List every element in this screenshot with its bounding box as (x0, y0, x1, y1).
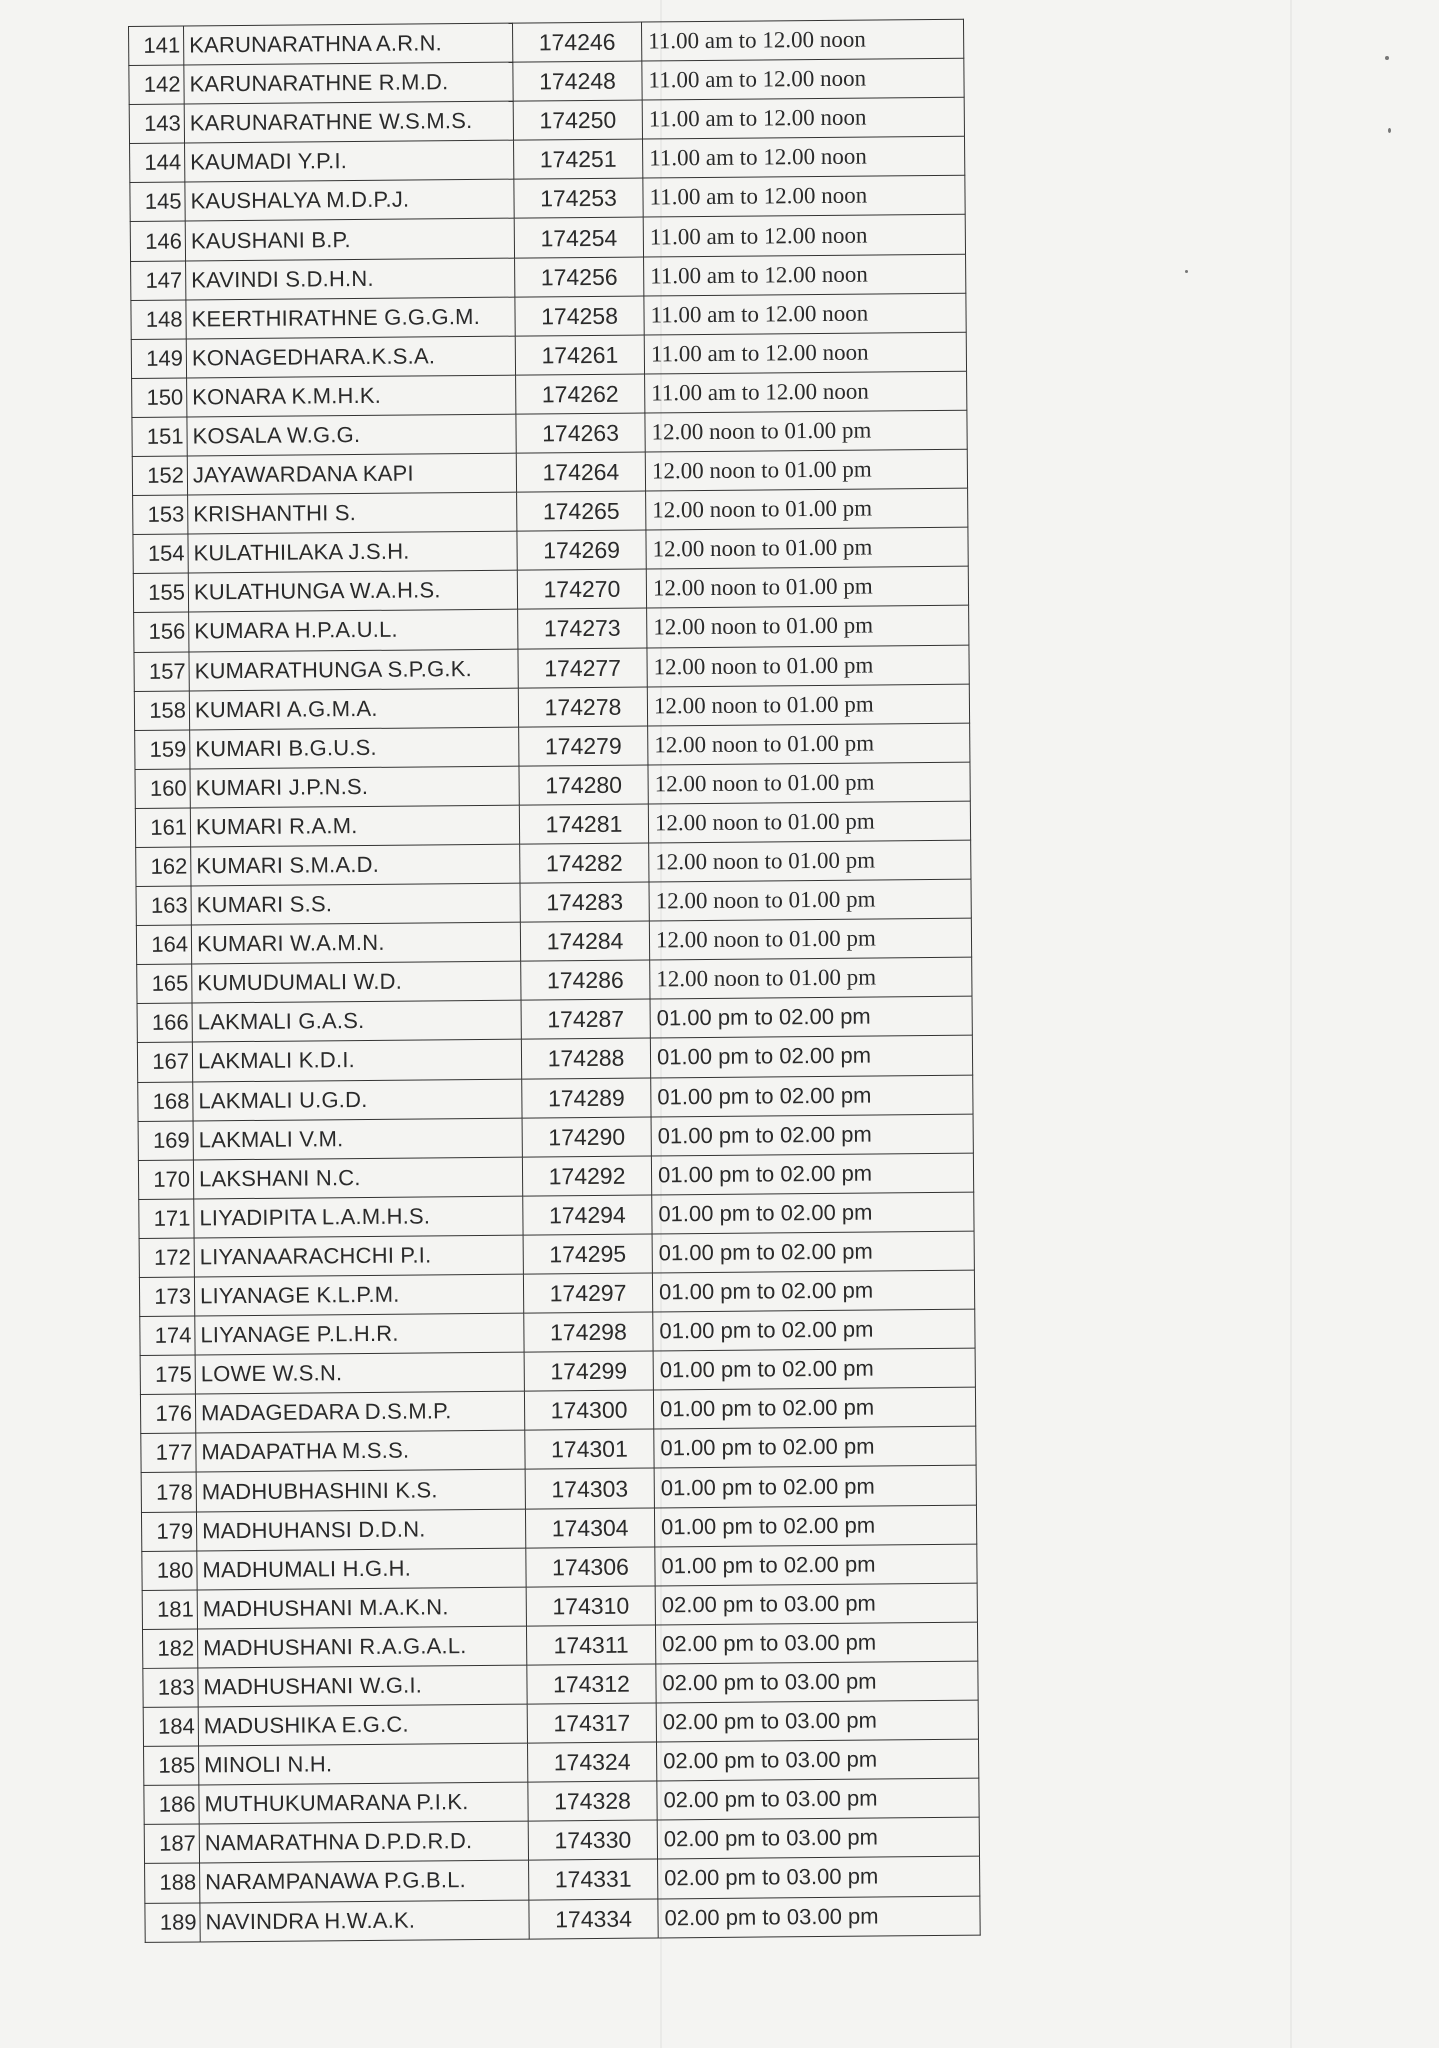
index-number: 174289 (522, 1078, 651, 1118)
table-row (133, 488, 968, 534)
table-row (133, 567, 968, 613)
index-number: 174250 (513, 100, 642, 140)
table-row (139, 1270, 974, 1316)
student-name: KUMUDUMALI W.D. (192, 961, 521, 1003)
index-number: 174290 (522, 1117, 651, 1157)
index-number: 174301 (525, 1429, 654, 1469)
time-slot: 12.00 noon to 01.00 pm (648, 723, 970, 765)
row-number: 166 (137, 1003, 192, 1043)
index-number: 174304 (525, 1508, 654, 1548)
student-name: LIYADIPITA L.A.M.H.S. (194, 1196, 523, 1238)
row-number: 163 (136, 886, 191, 926)
table-row (137, 997, 972, 1043)
student-name: KAUSHANI B.P. (185, 219, 514, 261)
time-slot: 01.00 pm to 02.00 pm (653, 1348, 975, 1390)
student-name: KOSALA W.G.G. (187, 414, 516, 456)
student-name: MADHUHANSI D.D.N. (196, 1509, 525, 1551)
index-number: 174317 (527, 1703, 656, 1743)
table-row (145, 1896, 980, 1942)
table-row (144, 1778, 979, 1824)
table-row (139, 1192, 974, 1238)
time-slot: 12.00 noon to 01.00 pm (646, 488, 968, 530)
student-name: KULATHUNGA W.A.H.S. (188, 570, 517, 612)
table-row (136, 879, 971, 925)
student-name: LAKSHANI N.C. (193, 1157, 522, 1199)
row-number: 155 (133, 573, 188, 613)
row-number: 146 (130, 221, 185, 261)
row-number: 150 (132, 378, 187, 418)
student-name: KUMARI B.G.U.S. (190, 727, 519, 769)
index-number: 174256 (515, 257, 644, 297)
row-number: 189 (145, 1902, 200, 1942)
table-row (137, 1036, 972, 1082)
table-row (143, 1700, 978, 1746)
row-number: 158 (134, 691, 189, 731)
student-name: LAKMALI G.A.S. (192, 1000, 521, 1042)
student-name: NARAMPANAWA P.G.B.L. (200, 1860, 529, 1902)
time-slot: 11.00 am to 12.00 noon (643, 176, 965, 218)
table-row (140, 1348, 975, 1394)
table-row (135, 762, 970, 808)
table-row (140, 1309, 975, 1355)
time-slot: 01.00 pm to 02.00 pm (654, 1427, 976, 1469)
time-slot: 02.00 pm to 03.00 pm (657, 1817, 979, 1859)
table-row (142, 1583, 977, 1629)
time-slot: 02.00 pm to 03.00 pm (656, 1739, 978, 1781)
student-name: KUMARI A.G.M.A. (189, 688, 518, 730)
time-slot: 02.00 pm to 03.00 pm (658, 1896, 980, 1938)
row-number: 142 (129, 65, 184, 105)
time-slot: 12.00 noon to 01.00 pm (647, 684, 969, 726)
index-number: 174265 (517, 491, 646, 531)
row-number: 164 (136, 925, 191, 965)
time-slot: 11.00 am to 12.00 noon (643, 215, 965, 257)
table-row (129, 58, 964, 104)
index-number: 174288 (521, 1038, 650, 1078)
table-row (134, 645, 969, 691)
index-number: 174295 (523, 1234, 652, 1274)
student-name: KARUNARATHNE R.M.D. (184, 62, 513, 104)
row-number: 144 (130, 143, 185, 183)
student-name: KUMARI W.A.M.N. (191, 922, 520, 964)
schedule-table (128, 19, 981, 1943)
row-number: 159 (135, 730, 190, 770)
row-number: 145 (130, 182, 185, 222)
student-name: LAKMALI K.D.I. (192, 1040, 521, 1082)
index-number: 174273 (518, 608, 647, 648)
student-name: MADAPATHA M.S.S. (196, 1430, 525, 1472)
table-row (130, 215, 965, 261)
table-row (130, 136, 965, 182)
row-number: 173 (139, 1277, 194, 1317)
time-slot: 01.00 pm to 02.00 pm (650, 1036, 972, 1078)
schedule-table-body (129, 19, 981, 1942)
student-name: LIYANAGE P.L.H.R. (195, 1313, 524, 1355)
student-name: KARUNARATHNE W.S.M.S. (184, 101, 513, 143)
student-name: MUTHUKUMARANA P.I.K. (199, 1782, 528, 1824)
student-name: KAUSHALYA M.D.P.J. (185, 180, 514, 222)
row-number: 162 (136, 847, 191, 887)
time-slot: 11.00 am to 12.00 noon (644, 332, 966, 374)
index-number: 174292 (522, 1156, 651, 1196)
index-number: 174281 (519, 804, 648, 844)
time-slot: 01.00 pm to 02.00 pm (653, 1309, 975, 1351)
row-number: 148 (131, 300, 186, 340)
time-slot: 02.00 pm to 03.00 pm (657, 1778, 979, 1820)
student-name: NAVINDRA H.W.A.K. (200, 1900, 529, 1942)
time-slot: 02.00 pm to 03.00 pm (658, 1857, 980, 1899)
student-name: LOWE W.S.N. (195, 1352, 524, 1394)
time-slot: 01.00 pm to 02.00 pm (652, 1270, 974, 1312)
time-slot: 12.00 noon to 01.00 pm (648, 801, 970, 843)
time-slot: 01.00 pm to 02.00 pm (651, 1075, 973, 1117)
index-number: 174270 (517, 569, 646, 609)
time-slot: 02.00 pm to 03.00 pm (656, 1700, 978, 1742)
row-number: 151 (132, 417, 187, 457)
time-slot: 01.00 pm to 02.00 pm (652, 1231, 974, 1273)
table-row (135, 801, 970, 847)
time-slot: 02.00 pm to 03.00 pm (655, 1622, 977, 1664)
student-name: KUMARATHUNGA S.P.G.K. (189, 649, 518, 691)
time-slot: 12.00 noon to 01.00 pm (647, 606, 969, 648)
table-row (141, 1427, 976, 1473)
time-slot: 01.00 pm to 02.00 pm (650, 997, 972, 1039)
row-number: 181 (142, 1590, 197, 1630)
student-name: LAKMALI U.G.D. (193, 1079, 522, 1121)
student-name: KUMARI S.M.A.D. (191, 844, 520, 886)
time-slot: 12.00 noon to 01.00 pm (648, 762, 970, 804)
index-number: 174264 (516, 452, 645, 492)
student-name: KUMARI J.P.N.S. (190, 766, 519, 808)
index-number: 174331 (529, 1859, 658, 1899)
table-row (131, 332, 966, 378)
row-number: 161 (135, 808, 190, 848)
table-row (145, 1857, 980, 1903)
index-number: 174282 (520, 843, 649, 883)
table-row (141, 1505, 976, 1551)
time-slot: 11.00 am to 12.00 noon (645, 371, 967, 413)
index-number: 174298 (524, 1312, 653, 1352)
time-slot: 12.00 noon to 01.00 pm (646, 567, 968, 609)
student-name: KUMARA H.P.A.U.L. (189, 610, 518, 652)
row-number: 157 (134, 651, 189, 691)
table-row (132, 449, 967, 495)
row-number: 172 (139, 1238, 194, 1278)
student-name: MADHUSHANI M.A.K.N. (197, 1587, 526, 1629)
table-row (130, 176, 965, 222)
time-slot: 11.00 am to 12.00 noon (644, 254, 966, 296)
index-number: 174299 (524, 1351, 653, 1391)
table-row (134, 606, 969, 652)
row-number: 153 (133, 495, 188, 535)
index-number: 174311 (526, 1625, 655, 1665)
index-number: 174278 (518, 687, 647, 727)
student-name: MADHUSHANI W.G.I. (198, 1665, 527, 1707)
time-slot: 12.00 noon to 01.00 pm (650, 957, 972, 999)
row-number: 149 (131, 339, 186, 379)
table-row (141, 1466, 976, 1512)
time-slot: 01.00 pm to 02.00 pm (654, 1505, 976, 1547)
row-number: 174 (140, 1316, 195, 1356)
time-slot: 02.00 pm to 03.00 pm (655, 1583, 977, 1625)
index-number: 174287 (521, 999, 650, 1039)
index-number: 174262 (516, 374, 645, 414)
student-name: MADAGEDARA D.S.M.P. (195, 1391, 524, 1433)
time-slot: 12.00 noon to 01.00 pm (649, 918, 971, 960)
row-number: 188 (145, 1863, 200, 1903)
index-number: 174248 (513, 61, 642, 101)
row-number: 183 (143, 1668, 198, 1708)
row-number: 187 (144, 1824, 199, 1864)
time-slot: 01.00 pm to 02.00 pm (651, 1153, 973, 1195)
time-slot: 11.00 am to 12.00 noon (642, 97, 964, 139)
table-row (143, 1661, 978, 1707)
student-name: LIYANAGE K.L.P.M. (194, 1274, 523, 1316)
row-number: 152 (132, 456, 187, 496)
time-slot: 12.00 noon to 01.00 pm (645, 410, 967, 452)
time-slot: 12.00 noon to 01.00 pm (645, 449, 967, 491)
row-number: 154 (133, 534, 188, 574)
student-name: MADHUSHANI R.A.G.A.L. (197, 1626, 526, 1668)
scan-speck (1385, 56, 1389, 60)
index-number: 174280 (519, 765, 648, 805)
index-number: 174300 (524, 1390, 653, 1430)
row-number: 182 (142, 1629, 197, 1669)
table-row (136, 840, 971, 886)
table-row (129, 97, 964, 143)
table-row (133, 527, 968, 573)
index-number: 174251 (514, 139, 643, 179)
row-number: 156 (134, 612, 189, 652)
time-slot: 02.00 pm to 03.00 pm (656, 1661, 978, 1703)
index-number: 174294 (523, 1195, 652, 1235)
index-number: 174263 (516, 413, 645, 453)
student-name: KUMARI R.A.M. (190, 805, 519, 847)
student-name: KAVINDI S.D.H.N. (186, 258, 515, 300)
index-number: 174286 (521, 960, 650, 1000)
paper-fold-mark (1290, 0, 1292, 2048)
row-number: 176 (140, 1394, 195, 1434)
table-row (137, 957, 972, 1003)
row-number: 167 (137, 1042, 192, 1082)
student-name: KULATHILAKA J.S.H. (188, 531, 517, 573)
table-row (139, 1231, 974, 1277)
table-row (134, 684, 969, 730)
table-row (144, 1739, 979, 1785)
time-slot: 01.00 pm to 02.00 pm (652, 1192, 974, 1234)
index-number: 174246 (512, 22, 641, 62)
time-slot: 11.00 am to 12.00 noon (642, 58, 964, 100)
row-number: 165 (137, 964, 192, 1004)
row-number: 184 (143, 1707, 198, 1747)
index-number: 174283 (520, 882, 649, 922)
time-slot: 11.00 am to 12.00 noon (641, 19, 963, 61)
table-row (142, 1622, 977, 1668)
student-name: KEERTHIRATHNE G.G.G.M. (186, 297, 515, 339)
row-number: 171 (139, 1199, 194, 1239)
student-name: KRISHANTHI S. (188, 492, 517, 534)
student-name: JAYAWARDANA KAPI (187, 453, 516, 495)
table-row (142, 1544, 977, 1590)
row-number: 179 (141, 1512, 196, 1552)
student-name: KARUNARATHNA A.R.N. (184, 23, 513, 65)
table-row (138, 1075, 973, 1121)
index-number: 174310 (526, 1586, 655, 1626)
row-number: 180 (142, 1551, 197, 1591)
student-name: NAMARATHNA D.P.D.R.D. (199, 1821, 528, 1863)
row-number: 175 (140, 1355, 195, 1395)
student-name: LIYANAARACHCHI P.I. (194, 1235, 523, 1277)
time-slot: 12.00 noon to 01.00 pm (646, 527, 968, 569)
row-number: 147 (131, 261, 186, 301)
row-number: 186 (144, 1785, 199, 1825)
table-row (132, 371, 967, 417)
time-slot: 11.00 am to 12.00 noon (643, 136, 965, 178)
student-name: MADHUMALI H.G.H. (197, 1548, 526, 1590)
time-slot: 12.00 noon to 01.00 pm (649, 879, 971, 921)
row-number: 170 (138, 1160, 193, 1200)
table-row (131, 293, 966, 339)
row-number: 177 (141, 1433, 196, 1473)
student-name: MADHUBHASHINI K.S. (196, 1470, 525, 1512)
table-row (129, 19, 964, 65)
index-number: 174334 (529, 1898, 658, 1938)
table-row (131, 254, 966, 300)
table-row (138, 1153, 973, 1199)
index-number: 174330 (528, 1820, 657, 1860)
table-row (144, 1817, 979, 1863)
time-slot: 12.00 noon to 01.00 pm (647, 645, 969, 687)
index-number: 174297 (523, 1273, 652, 1313)
time-slot: 12.00 noon to 01.00 pm (649, 840, 971, 882)
row-number: 143 (129, 104, 184, 144)
index-number: 174277 (518, 647, 647, 687)
scan-speck (1185, 270, 1188, 273)
table-row (138, 1114, 973, 1160)
index-number: 174269 (517, 530, 646, 570)
table-row (136, 918, 971, 964)
time-slot: 01.00 pm to 02.00 pm (655, 1544, 977, 1586)
row-number: 169 (138, 1121, 193, 1161)
student-name: KONAGEDHARA.K.S.A. (186, 336, 515, 378)
index-number: 174279 (519, 726, 648, 766)
row-number: 141 (129, 26, 184, 66)
scan-speck (1388, 128, 1391, 133)
index-number: 174261 (515, 335, 644, 375)
student-name: MINOLI N.H. (199, 1743, 528, 1785)
index-number: 174258 (515, 296, 644, 336)
index-number: 174284 (520, 921, 649, 961)
schedule-table-container (128, 19, 981, 1943)
index-number: 174324 (528, 1742, 657, 1782)
index-number: 174303 (525, 1468, 654, 1508)
table-row (135, 723, 970, 769)
row-number: 185 (144, 1746, 199, 1786)
index-number: 174253 (514, 178, 643, 218)
row-number: 160 (135, 769, 190, 809)
student-name: KONARA K.M.H.K. (187, 375, 516, 417)
index-number: 174306 (526, 1547, 655, 1587)
index-number: 174328 (528, 1781, 657, 1821)
student-name: KUMARI S.S. (191, 883, 520, 925)
time-slot: 11.00 am to 12.00 noon (644, 293, 966, 335)
table-row (132, 410, 967, 456)
row-number: 168 (138, 1082, 193, 1122)
time-slot: 01.00 pm to 02.00 pm (651, 1114, 973, 1156)
index-number: 174254 (514, 217, 643, 257)
time-slot: 01.00 pm to 02.00 pm (653, 1387, 975, 1429)
student-name: KAUMADI Y.P.I. (185, 140, 514, 182)
student-name: LAKMALI V.M. (193, 1118, 522, 1160)
row-number: 178 (141, 1472, 196, 1512)
table-row (140, 1387, 975, 1433)
student-name: MADUSHIKA E.G.C. (198, 1704, 527, 1746)
time-slot: 01.00 pm to 02.00 pm (654, 1466, 976, 1508)
index-number: 174312 (527, 1664, 656, 1704)
